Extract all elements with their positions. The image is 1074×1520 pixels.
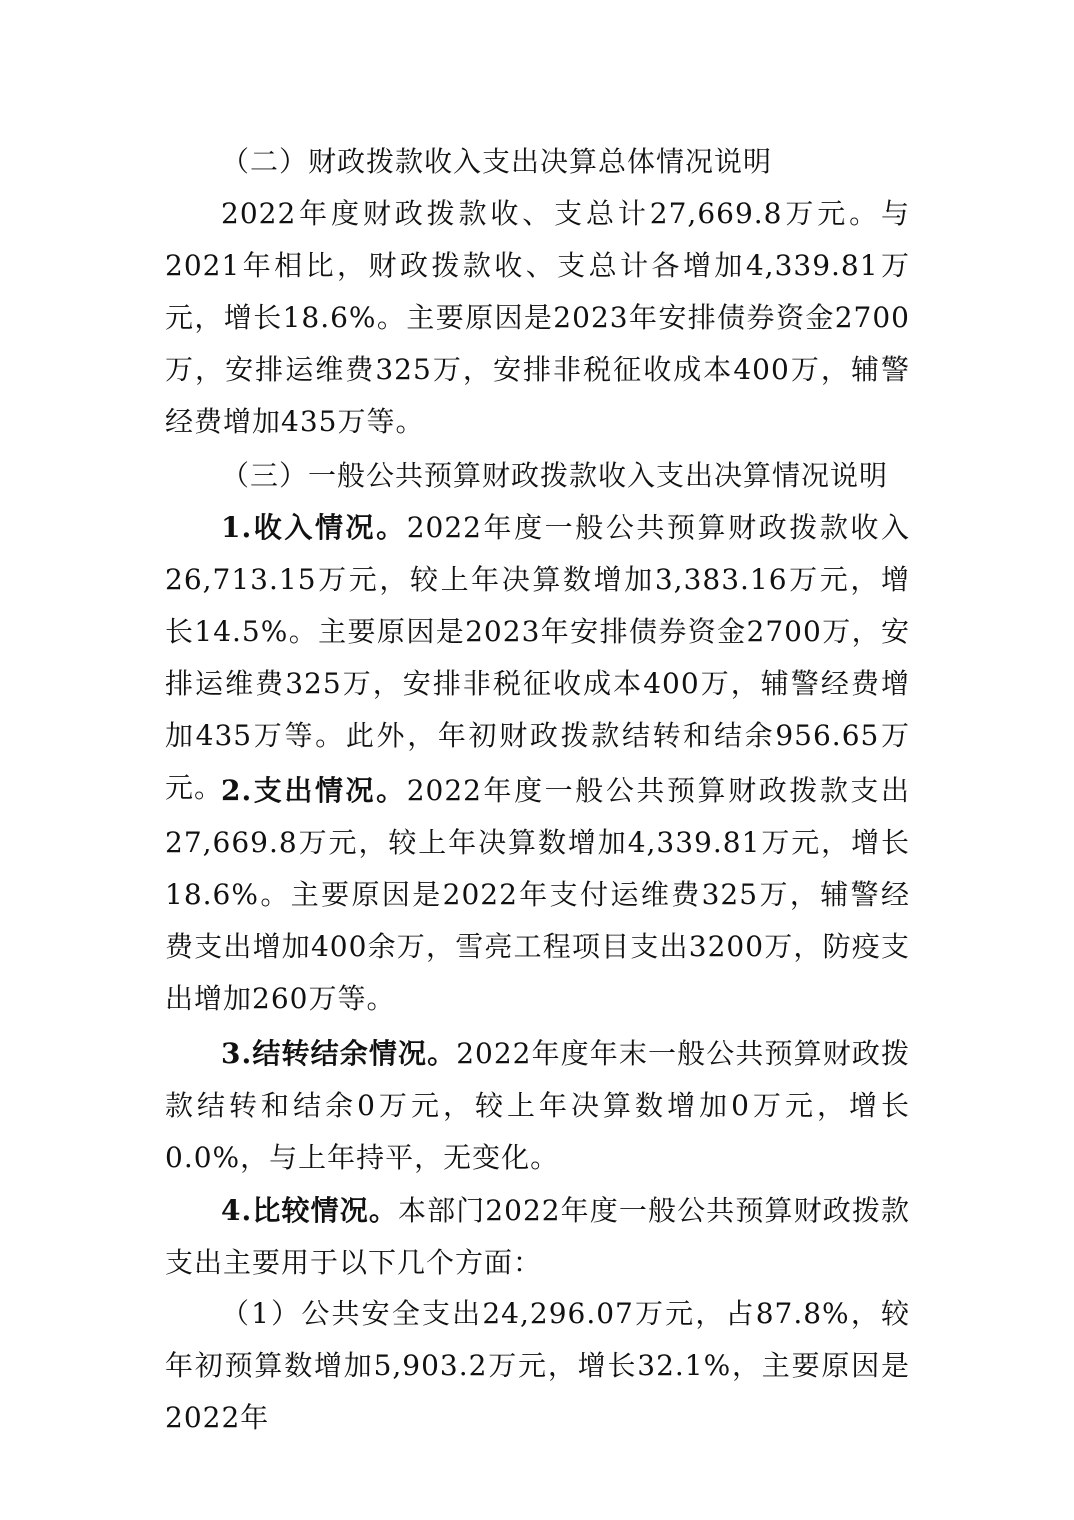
carryover-paragraph	[165, 1028, 910, 1184]
public-safety-paragraph: （1）公共安全支出24,296.07万元，占87.8%，较年初预算数增加5,903.2万元，增长32.1%，主要原因是2022年	[165, 1297, 910, 1434]
income-text: 2022年度一般公共预算财政拨款收入26,713.15万元，较上年决算数增加3,383.16万元，增长14.5%。主要原因是2023年安排债券资金2700万，安排运维费325万，安排非税征收成本400万，辅警经费增加435万等。此外，年初财政拨款结转和结余956.65万元。	[165, 511, 910, 804]
carryover-lead: 3.结转结余情况。	[221, 1037, 457, 1070]
carryover-text: 2022年度年末一般公共预算财政拨款结转和结余0万元，较上年决算数增加0万元，增长0.0%，与上年持平，无变化。	[165, 1037, 910, 1174]
comparison-lead: 4.比较情况。	[221, 1194, 398, 1227]
section-three-heading: （三）一般公共预算财政拨款收入支出决算情况说明	[221, 459, 889, 492]
section-two-heading: （二）财政拨款收入支出决算总体情况说明	[221, 145, 773, 178]
expenditure-lead: 2.支出情况。	[221, 774, 407, 807]
section-two-paragraph: 2022年度财政拨款收、支总计27,669.8万元。与2021年相比，财政拨款收、支总计各增加4,339.81万元，增长18.6%。主要原因是2023年安排债券资金2700万，安排运维费325万，安排非税征收成本400万，辅警经费增加435万等。	[165, 197, 910, 438]
comparison-paragraph	[165, 1185, 910, 1289]
expenditure-paragraph	[165, 765, 910, 1025]
income-lead: 1.收入情况。	[221, 511, 407, 544]
comparison-text: 本部门2022年度一般公共预算财政拨款支出主要用于以下几个方面：	[165, 1194, 910, 1279]
expenditure-text: 2022年度一般公共预算财政拨款支出27,669.8万元，较上年决算数增加4,339.81万元，增长18.6%。主要原因是2022年支付运维费325万，辅警经费支出增加400余万，雪亮工程项目支出3200万，防疫支出增加260万等。	[165, 774, 910, 1015]
